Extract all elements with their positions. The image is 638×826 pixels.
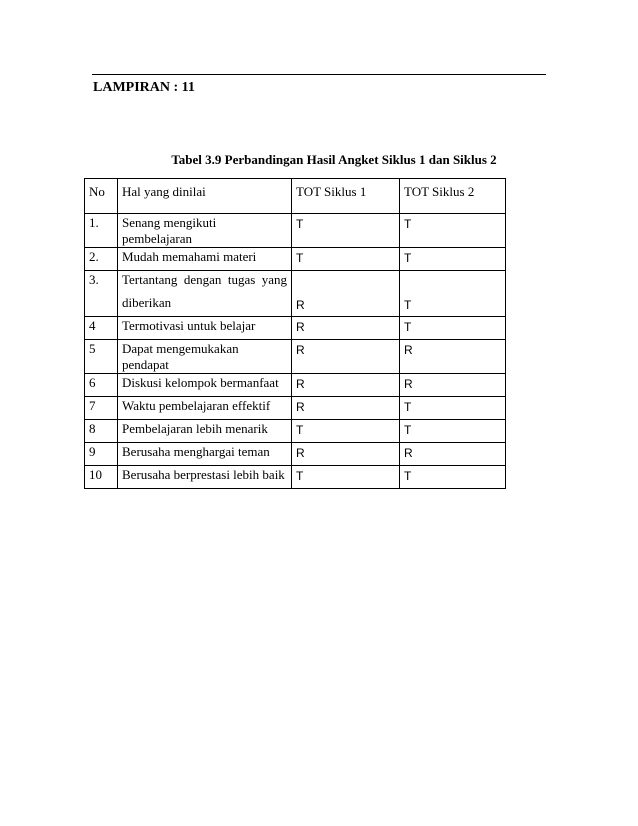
row-siklus-2 xyxy=(400,214,506,248)
siklus-2-value: T xyxy=(404,217,412,231)
row-no: 5 xyxy=(85,340,118,374)
row-no: 1. xyxy=(85,214,118,248)
row-siklus-1 xyxy=(292,317,400,340)
table-row xyxy=(85,317,506,340)
row-item-line-1: Tertantang dengan tugas yang xyxy=(122,272,287,287)
siklus-2-value: T xyxy=(404,320,412,334)
row-item: Waktu pembelajaran effektif xyxy=(118,397,292,420)
row-siklus-2 xyxy=(400,397,506,420)
table-row xyxy=(85,443,506,466)
row-no: 7 xyxy=(85,397,118,420)
row-no: 4 xyxy=(85,317,118,340)
table-row xyxy=(85,214,506,248)
siklus-2-value: T xyxy=(404,469,412,483)
header-siklus-1: TOT Siklus 1 xyxy=(292,179,400,214)
siklus-2-value: R xyxy=(404,377,413,391)
row-item xyxy=(118,271,292,317)
row-siklus-2 xyxy=(400,317,506,340)
row-item: Berusaha menghargai teman xyxy=(118,443,292,466)
siklus-2-value: R xyxy=(404,446,413,460)
table-header-row xyxy=(85,179,506,214)
row-siklus-1 xyxy=(292,248,400,271)
row-no: 10 xyxy=(85,466,118,489)
siklus-1-value: T xyxy=(296,251,304,265)
table-row xyxy=(85,397,506,420)
siklus-1-value: R xyxy=(296,377,305,391)
header-rule xyxy=(92,74,546,75)
row-item: Mudah memahami materi xyxy=(118,248,292,271)
row-no: 6 xyxy=(85,374,118,397)
siklus-1-value: R xyxy=(296,446,305,460)
siklus-2-value: R xyxy=(404,343,413,357)
row-siklus-1 xyxy=(292,214,400,248)
siklus-2-value: T xyxy=(404,400,412,414)
row-item: Pembelajaran lebih menarik xyxy=(118,420,292,443)
row-siklus-1 xyxy=(292,466,400,489)
row-siklus-2 xyxy=(400,340,506,374)
siklus-2-value: T xyxy=(404,251,412,265)
row-siklus-2 xyxy=(400,443,506,466)
row-item: Dapat mengemukakan pendapat xyxy=(118,340,292,374)
header-no: No xyxy=(85,179,118,214)
row-item: Diskusi kelompok bermanfaat xyxy=(118,374,292,397)
table-row xyxy=(85,466,506,489)
table-row xyxy=(85,420,506,443)
siklus-1-value: T xyxy=(296,217,304,231)
row-siklus-2 xyxy=(400,271,506,317)
row-siklus-1 xyxy=(292,443,400,466)
row-siklus-1 xyxy=(292,420,400,443)
siklus-2-value: T xyxy=(404,423,412,437)
table-row xyxy=(85,374,506,397)
row-no: 9 xyxy=(85,443,118,466)
row-siklus-1 xyxy=(292,340,400,374)
appendix-label: LAMPIRAN : 11 xyxy=(93,80,195,95)
siklus-1-value: R xyxy=(296,320,305,334)
row-siklus-1 xyxy=(292,397,400,420)
table-row xyxy=(85,340,506,374)
header-siklus-2: TOT Siklus 2 xyxy=(400,179,506,214)
row-item: Berusaha berprestasi lebih baik xyxy=(118,466,292,489)
row-no: 2. xyxy=(85,248,118,271)
row-siklus-2 xyxy=(400,420,506,443)
header-item: Hal yang dinilai xyxy=(118,179,292,214)
row-siklus-2 xyxy=(400,248,506,271)
row-item: Senang mengikuti pembelajaran xyxy=(118,214,292,248)
row-siklus-1 xyxy=(292,374,400,397)
table-row xyxy=(85,248,506,271)
row-siklus-2 xyxy=(400,374,506,397)
siklus-1-value: T xyxy=(296,423,304,437)
row-siklus-2 xyxy=(400,466,506,489)
comparison-table xyxy=(84,178,506,489)
siklus-1-value: R xyxy=(296,298,305,312)
row-siklus-1 xyxy=(292,271,400,317)
siklus-2-value: T xyxy=(404,298,412,312)
row-no: 3. xyxy=(85,271,118,317)
row-item: Termotivasi untuk belajar xyxy=(118,317,292,340)
row-item-line-2: diberikan xyxy=(122,295,172,310)
siklus-1-value: T xyxy=(296,469,304,483)
siklus-1-value: R xyxy=(296,400,305,414)
table-caption: Tabel 3.9 Perbandingan Hasil Angket Siklus 1 dan Siklus 2 xyxy=(171,152,497,167)
row-no: 8 xyxy=(85,420,118,443)
siklus-1-value: R xyxy=(296,343,305,357)
table-row xyxy=(85,271,506,317)
